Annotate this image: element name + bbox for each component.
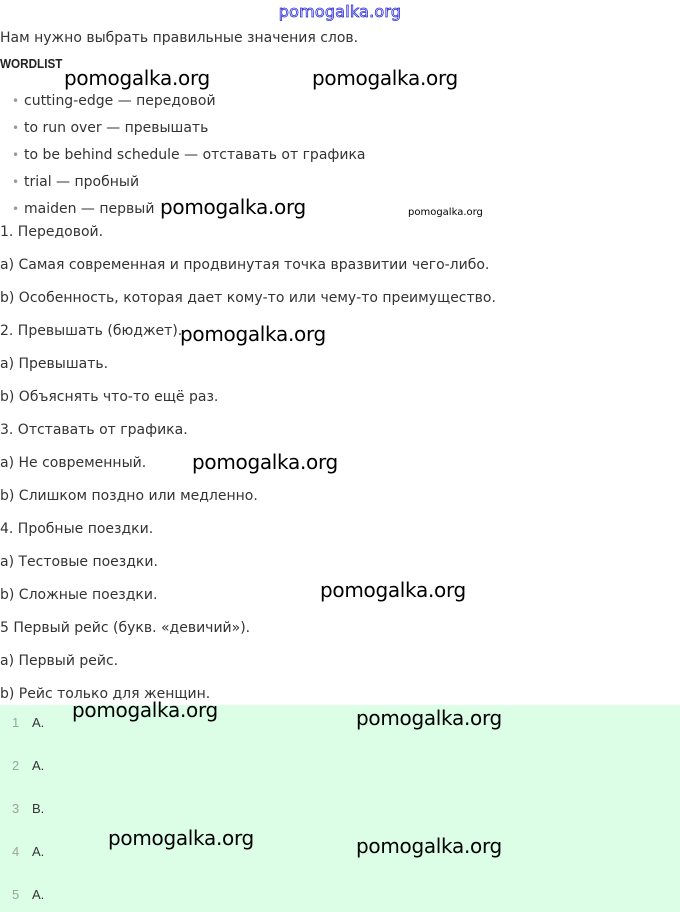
question-option: b) Слишком поздно или медленно. <box>0 488 258 504</box>
question-heading: 2. Превышать (бюджет). <box>0 323 183 339</box>
question-heading: 5 Первый рейс (букв. «девичий»). <box>0 620 251 636</box>
watermark: pomogalka.org <box>160 195 306 219</box>
answer-value: A. <box>32 715 45 730</box>
watermark: pomogalka.org <box>356 706 502 730</box>
watermark: pomogalka.org <box>356 834 502 858</box>
question-option: b) Рейс только для женщин. <box>0 686 211 702</box>
question-option: a) Не современный. <box>0 455 147 471</box>
answer-number: 4 <box>12 844 20 859</box>
answer-row <box>0 842 680 862</box>
answer-number: 3 <box>12 801 20 816</box>
site-header-watermark: pomogalka.org <box>278 2 402 21</box>
question-option: b) Объяснять что-то ещё раз. <box>0 389 219 405</box>
question-option: a) Превышать. <box>0 356 109 372</box>
answers-panel <box>0 705 680 912</box>
watermark: pomogalka.org <box>72 698 218 722</box>
answer-value: A. <box>32 887 45 902</box>
bullet-icon: • <box>12 202 20 216</box>
question-heading: 3. Отставать от графика. <box>0 422 188 438</box>
answer-row <box>0 885 680 905</box>
wordlist-item <box>12 88 366 115</box>
wordlist-item-text: to run over — превышать <box>24 120 209 136</box>
bullet-icon: • <box>12 175 20 189</box>
answer-number: 1 <box>12 715 20 730</box>
wordlist-item <box>12 142 366 169</box>
answer-value: A. <box>32 758 45 773</box>
bullet-icon: • <box>12 148 20 162</box>
watermark-small: pomogalka.org <box>408 207 483 218</box>
watermark: pomogalka.org <box>64 66 210 90</box>
watermark: pomogalka.org <box>108 826 254 850</box>
answer-row <box>0 799 680 819</box>
question-option: a) Самая современная и продвинутая точка вразвитии чего-либо. <box>0 257 490 273</box>
question-option: a) Первый рейс. <box>0 653 119 669</box>
answer-value: A. <box>32 844 45 859</box>
bullet-icon: • <box>12 94 20 108</box>
wordlist-item <box>12 115 366 142</box>
bullet-icon: • <box>12 121 20 135</box>
watermark: pomogalka.org <box>180 322 326 346</box>
intro-text: Нам нужно выбрать правильные значения слов. <box>0 30 359 46</box>
wordlist-title: WORDLIST <box>0 56 63 71</box>
watermark: pomogalka.org <box>320 578 466 602</box>
answer-number: 2 <box>12 758 20 773</box>
answer-number: 5 <box>12 887 20 902</box>
answer-value: B. <box>32 801 45 816</box>
watermark: pomogalka.org <box>312 66 458 90</box>
question-option: b) Особенность, которая дает кому-то или чему-то преимущество. <box>0 290 496 306</box>
watermark: pomogalka.org <box>192 450 338 474</box>
answer-row <box>0 756 680 776</box>
question-option: b) Сложные поездки. <box>0 587 158 603</box>
wordlist-item-text: to be behind schedule — отставать от графика <box>24 147 366 163</box>
wordlist-item-text: maiden — первый <box>24 201 155 217</box>
wordlist-item <box>12 169 366 196</box>
question-heading: 1. Передовой. <box>0 224 104 240</box>
question-option: a) Тестовые поездки. <box>0 554 158 570</box>
wordlist-item-text: trial — пробный <box>24 174 140 190</box>
wordlist-item-text: cutting-edge — передовой <box>24 93 216 109</box>
question-heading: 4. Пробные поездки. <box>0 521 154 537</box>
